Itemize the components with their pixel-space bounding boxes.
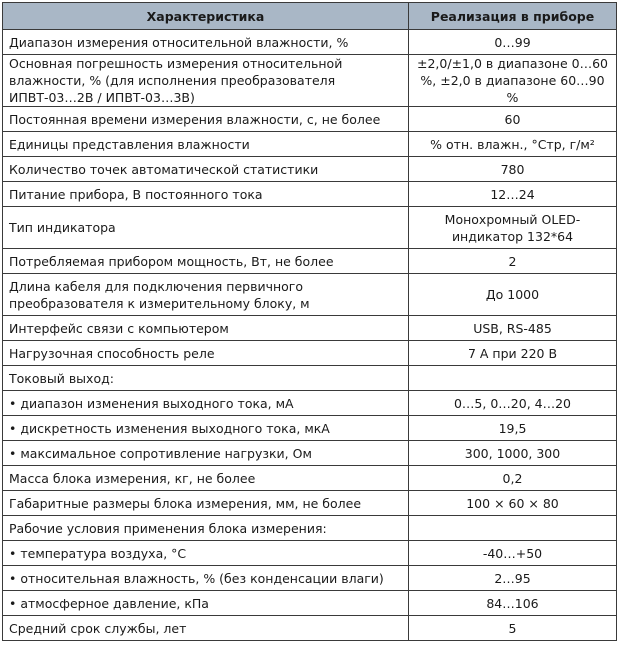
table-row [3, 132, 617, 157]
table-row-group-title [3, 516, 617, 541]
row-value: 2…95 [409, 566, 617, 591]
row-value [409, 366, 617, 391]
table-row-subitem [3, 441, 617, 466]
table-row [3, 341, 617, 366]
row-value: ±2,0/±1,0 в диапазоне 0…60 %, ±2,0 в диапазоне 60…90 % [409, 55, 617, 107]
row-label: • диапазон изменения выходного тока, мА [3, 391, 409, 416]
table-row-subitem [3, 566, 617, 591]
row-value: 84…106 [409, 591, 617, 616]
row-label: Рабочие условия применения блока измерения: [3, 516, 409, 541]
row-label: • относительная влажность, % (без конденсации влаги) [3, 566, 409, 591]
table-row-subitem [3, 541, 617, 566]
row-value: Монохромный OLED-индикатор 132*64 [409, 207, 617, 249]
table-row [3, 466, 617, 491]
row-value [409, 516, 617, 541]
row-value: 0,2 [409, 466, 617, 491]
row-label: Токовый выход: [3, 366, 409, 391]
row-value: 60 [409, 107, 617, 132]
row-value: 19,5 [409, 416, 617, 441]
row-label: Питание прибора, В постоянного тока [3, 182, 409, 207]
row-label: Нагрузочная способность реле [3, 341, 409, 366]
table-row [3, 491, 617, 516]
table-header [3, 3, 617, 30]
row-value: 0…99 [409, 30, 617, 55]
table-row-group-title [3, 366, 617, 391]
row-value: 5 [409, 616, 617, 641]
row-label: Постоянная времени измерения влажности, с, не более [3, 107, 409, 132]
table-body [3, 30, 617, 641]
table-row [3, 182, 617, 207]
table-row [3, 249, 617, 274]
row-value: % отн. влажн., °Стр, г/м² [409, 132, 617, 157]
table-row [3, 274, 617, 316]
table-row [3, 107, 617, 132]
row-label: Основная погрешность измерения относительной влажности, % (для исполнения преобразователя ИПВТ-03…2В / ИПВТ-03…3В) [3, 55, 409, 107]
table-row [3, 616, 617, 641]
row-value: 0…5, 0…20, 4…20 [409, 391, 617, 416]
row-label: Тип индикатора [3, 207, 409, 249]
table-row [3, 207, 617, 249]
row-label: • максимальное сопротивление нагрузки, Ом [3, 441, 409, 466]
row-label: Диапазон измерения относительной влажности, % [3, 30, 409, 55]
table-row-subitem [3, 391, 617, 416]
table-row-subitem [3, 416, 617, 441]
row-label: • температура воздуха, °С [3, 541, 409, 566]
row-value: 2 [409, 249, 617, 274]
row-label: Количество точек автоматической статистики [3, 157, 409, 182]
row-label: • дискретность изменения выходного тока, мкА [3, 416, 409, 441]
row-value: 12…24 [409, 182, 617, 207]
row-label: Габаритные размеры блока измерения, мм, не более [3, 491, 409, 516]
row-label: Длина кабеля для подключения первичного преобразователя к измерительному блоку, м [3, 274, 409, 316]
table-row-subitem [3, 591, 617, 616]
row-value: 300, 1000, 300 [409, 441, 617, 466]
row-label: Интерфейс связи с компьютером [3, 316, 409, 341]
table-row [3, 316, 617, 341]
row-label: Средний срок службы, лет [3, 616, 409, 641]
row-value: 100 × 60 × 80 [409, 491, 617, 516]
table-row [3, 157, 617, 182]
header-characteristic: Характеристика [3, 3, 409, 30]
row-value: До 1000 [409, 274, 617, 316]
row-value: 780 [409, 157, 617, 182]
header-implementation: Реализация в приборе [409, 3, 617, 30]
row-label: Масса блока измерения, кг, не более [3, 466, 409, 491]
row-label: Единицы представления влажности [3, 132, 409, 157]
header-row [3, 3, 617, 30]
table-row [3, 55, 617, 107]
specifications-table [2, 2, 617, 641]
row-value: 7 А при 220 В [409, 341, 617, 366]
row-label: • атмосферное давление, кПа [3, 591, 409, 616]
row-value: USB, RS-485 [409, 316, 617, 341]
table-row [3, 30, 617, 55]
row-value: -40…+50 [409, 541, 617, 566]
row-label: Потребляемая прибором мощность, Вт, не более [3, 249, 409, 274]
